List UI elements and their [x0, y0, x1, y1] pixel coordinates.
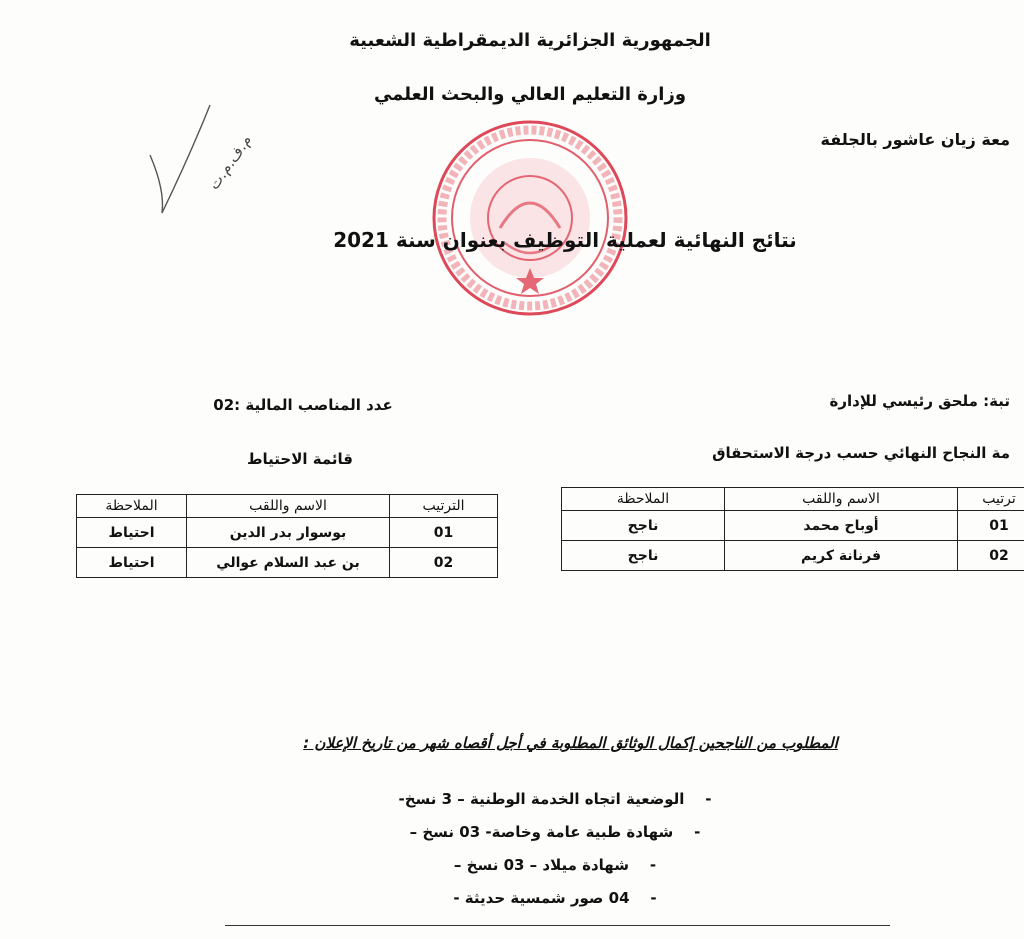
name-cell: بوسوار بدر الدين [187, 518, 390, 548]
name-cell: فرنانة كريم [725, 541, 958, 571]
document-item-text: شهادة طبية عامة وخاصة- 03 نسخ – [409, 823, 674, 841]
list-item [430, 889, 680, 907]
column-header-name: الاسم واللقب [187, 495, 390, 518]
bottom-divider [225, 925, 890, 926]
rank-cell: 02 [390, 548, 498, 578]
document-item-text: 04 صور شمسية حديثة - [453, 889, 630, 907]
note-cell: ناجح [562, 541, 725, 571]
list-item [380, 823, 730, 841]
svg-text:م.ف.م.ت: م.ف.م.ت [204, 131, 256, 193]
name-cell: بن عبد السلام عوالي [187, 548, 390, 578]
list-item [430, 856, 680, 874]
note-cell: احتياط [77, 518, 187, 548]
rank-cell: 02 [958, 541, 1024, 571]
handwritten-signature-icon [140, 95, 280, 235]
document-item-text: الوضعية اتجاه الخدمة الوطنية – 3 نسخ- [398, 790, 685, 808]
document-item-text: شهادة ميلاد – 03 نسخ – [453, 856, 629, 874]
official-seal-stamp [430, 118, 630, 318]
column-header-note: الملاحظة [77, 495, 187, 518]
bullet-dash: - [650, 889, 657, 907]
grade-label: تبة: ملحق رئيسي للإدارة [829, 392, 1010, 410]
positions-count: عدد المناصب المالية :02 [213, 396, 393, 414]
rank-cell: 01 [390, 518, 498, 548]
republic-header: الجمهورية الجزائرية الديمقراطية الشعبية [349, 30, 711, 51]
university-name: معة زيان عاشور بالجلفة [820, 130, 1010, 149]
table-row [77, 548, 498, 578]
rank-cell: 01 [958, 511, 1024, 541]
ministry-header: وزارة التعليم العالي والبحث العلمي [373, 84, 687, 105]
column-header-rank: ترتيب [958, 488, 1024, 511]
table-row [77, 518, 498, 548]
page-title: نتائج النهائية لعملية التوظيف بعنوان سنة 2021 [333, 228, 797, 252]
note-cell: ناجح [562, 511, 725, 541]
table-row [562, 511, 1024, 541]
bullet-dash: - [705, 790, 712, 808]
column-header-note: الملاحظة [562, 488, 725, 511]
table-header-row [562, 488, 1024, 511]
note-cell: احتياط [77, 548, 187, 578]
column-header-rank: الترتيب [390, 495, 498, 518]
winners-heading: مة النجاح النهائي حسب درجة الاستحقاق [712, 444, 1010, 462]
table-row [562, 541, 1024, 571]
winners-table [561, 487, 1024, 571]
list-item [370, 790, 740, 808]
reserve-heading: قائمة الاحتياط [246, 450, 354, 468]
bullet-dash: - [649, 856, 657, 874]
column-header-name: الاسم واللقب [725, 488, 958, 511]
name-cell: أوباح محمد [725, 511, 958, 541]
table-header-row [77, 495, 498, 518]
bullet-dash: - [694, 823, 701, 841]
required-documents-heading: المطلوب من الناجحين إكمال الوثائق المطلوبة في أجل أقصاه شهر من تاريخ الإعلان : [303, 734, 838, 752]
reserve-table [76, 494, 498, 578]
